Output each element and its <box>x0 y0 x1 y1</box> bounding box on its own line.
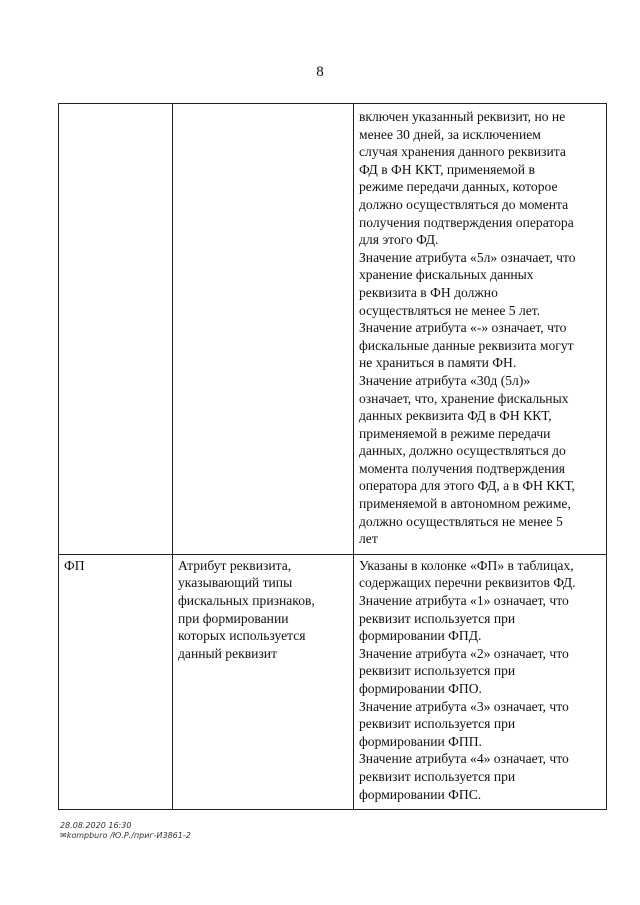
stamp-path: kompburo /Ю.Р./приг-И3861-2 <box>66 831 191 840</box>
cell-text: Указаны в колонке «ФП» в таблицах, содержащих перечни реквизитов ФД. Значение атрибута «1» означает, что реквизит используется при формировании ФПД. Значение атрибута «2» означает, что реквизит используется при формировании ФПО. Значение атрибута «3» означает, что реквизит используется при формировании ФПП. Значение атрибута «4» означает, что реквизит используется при формировании ФПС. <box>359 557 576 802</box>
cell-text: включен указанный реквизит, но не менее 30 дней, за исключением случая хранения данного реквизита ФД в ФН ККТ, применяемой в режиме передачи данных, которое должно осуществляться до момента получения подтверждения оператора для этого ФД. Значение атрибута «5л» означает, что хранение фискальных данных реквизита в ФН должно осуществляться не менее 5 лет. Значение атрибута «-» означает, что фискальные данные реквизита могут не храниться в памяти ФН. Значение атрибута «30д (5л)» означает, что, хранение фискальных данных реквизита ФД в ФН ККТ, применяемой в режиме передачи данных, должно осуществляться до момента получения подтверждения оператора для этого ФД, а в ФН ККТ, применяемой в автономном режиме, должно осуществляться не менее 5 лет <box>359 109 576 547</box>
table-cell-values <box>354 554 607 809</box>
print-stamp <box>60 821 191 841</box>
table-cell-description <box>173 104 354 555</box>
stamp-datetime: 28.08.2020 16:30 <box>60 821 132 830</box>
cell-text: ФП <box>64 557 85 573</box>
stamp-path-line <box>60 831 191 841</box>
attributes-table <box>58 103 607 810</box>
printer-icon: ✉ <box>60 831 67 840</box>
table-row <box>59 554 607 809</box>
cell-text <box>59 104 172 114</box>
table-cell-attribute <box>59 104 173 555</box>
table-row <box>59 104 607 555</box>
cell-text: Атрибут реквизита, указывающий типы фискальных признаков, при формировании которых используется данный реквизит <box>178 557 315 661</box>
page-number: 8 <box>316 64 324 80</box>
table-cell-description <box>173 554 354 809</box>
table-cell-attribute <box>59 554 173 809</box>
table-cell-values <box>354 104 607 555</box>
cell-text <box>173 104 353 114</box>
